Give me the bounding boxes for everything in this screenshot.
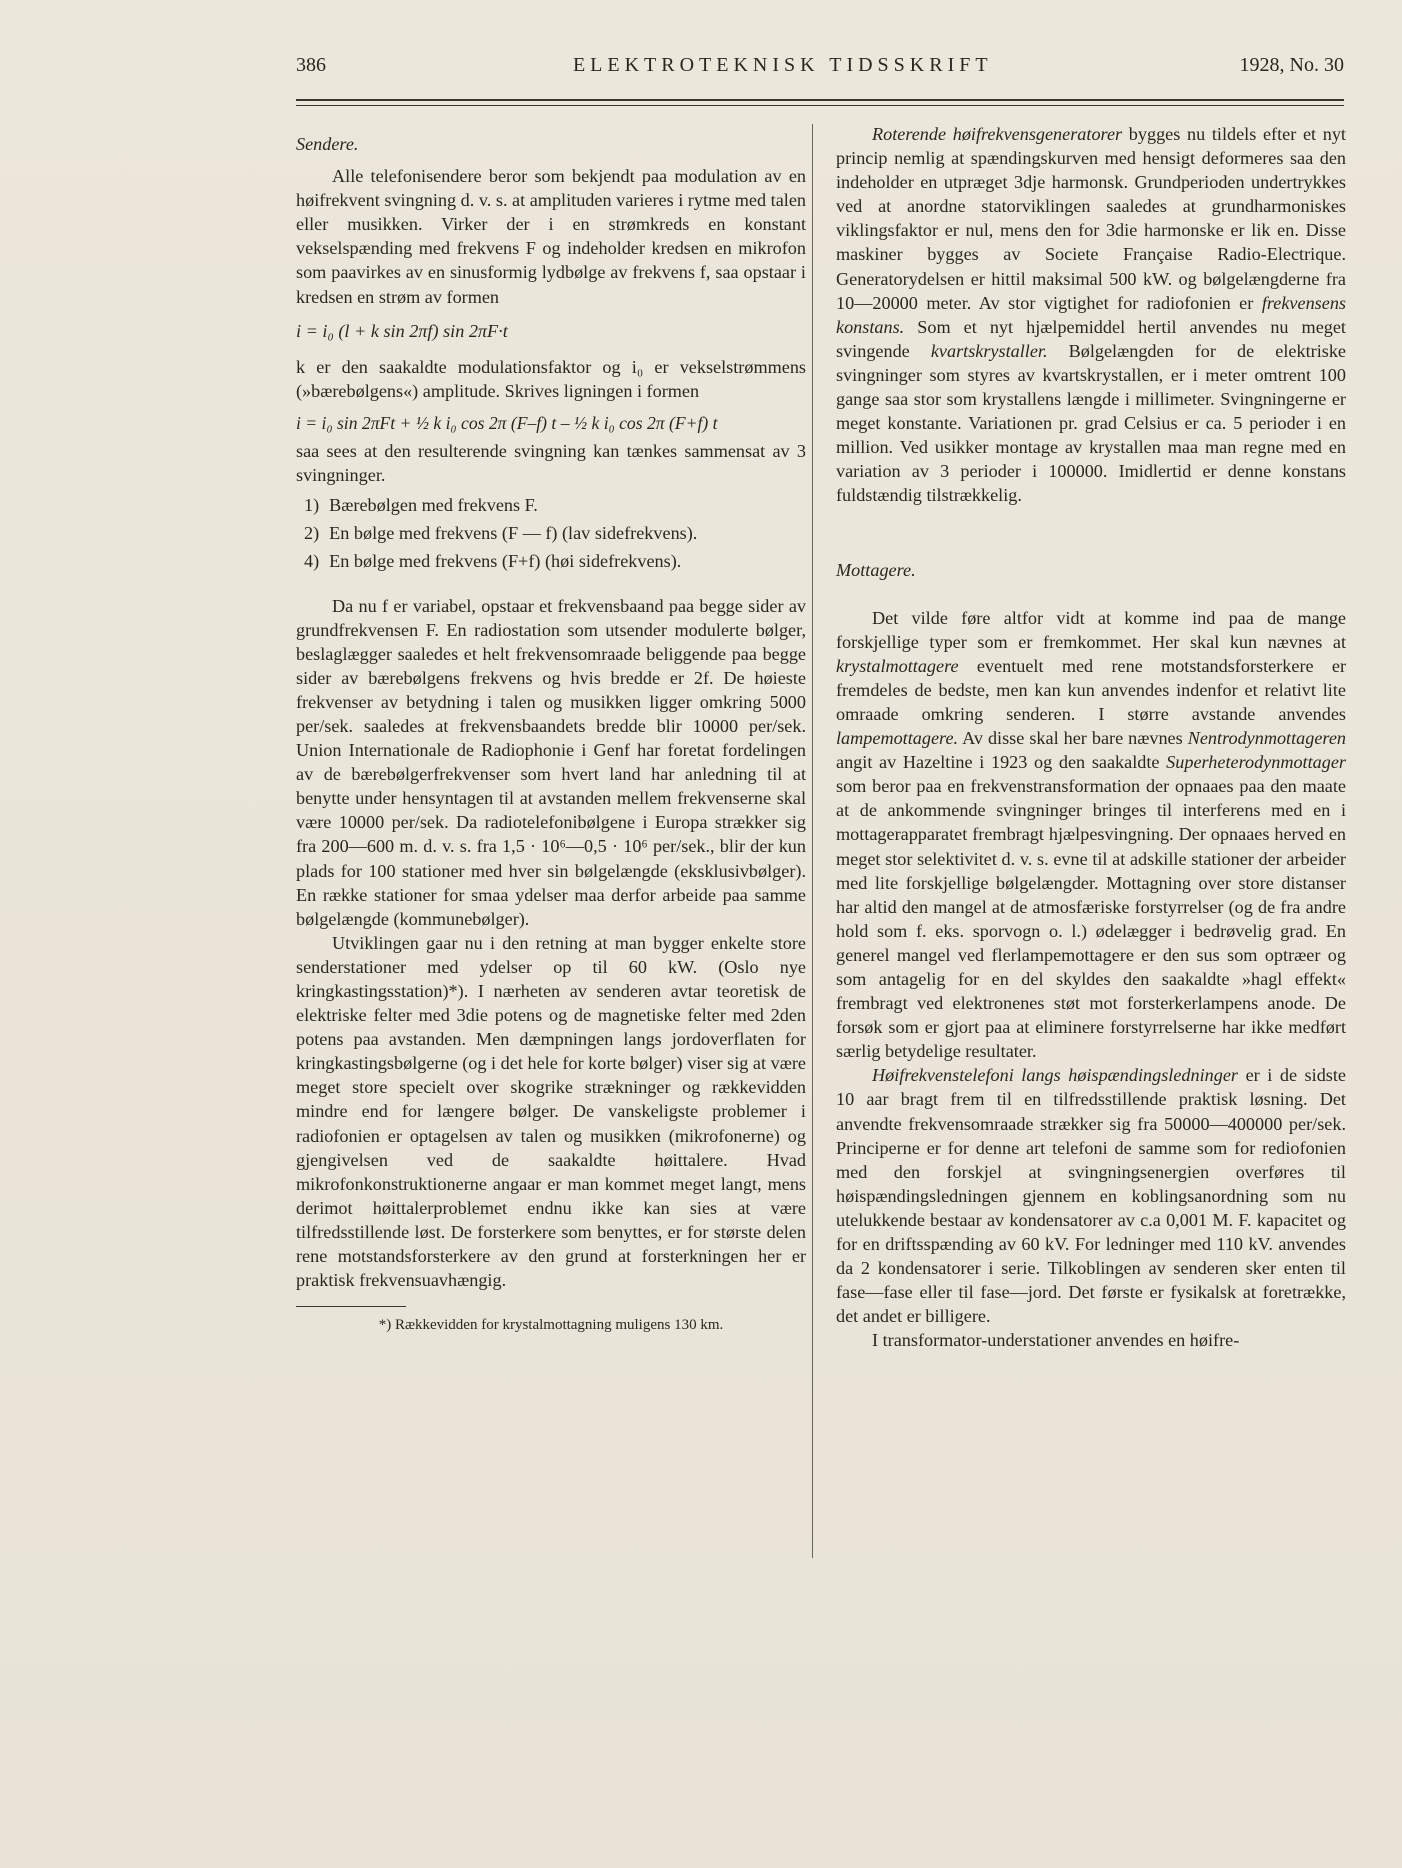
journal-title: ELEKTROTEKNISK TIDSSKRIFT [572,54,993,76]
emphasis: frekvensens konstans. [836,292,1346,337]
list-item [296,549,806,573]
formula: i = i₀ sin 2πFt + ½ k i₀ cos 2π (F–f) t – ½ k i₀ cos 2π (F+f) t [296,412,718,433]
header-rule-thin [296,105,1344,106]
list-number: 2) [304,523,320,544]
paragraph: Roterende høifrekvensgeneratorer bygges nu tildels efter et nyt princip nemlig at spændingskurven med hensigt deformeres saa den indeholder en utpræget 3dje harmonsk. Grundperioden undertrykkes ved at anordne statorviklingen saaledes at grundharmoniskes viklingsfaktor er nul, mens den for 3die harmonske er lik en. Disse maskiner bygges av Societe Française Radio-Electrique. Generatorydelsen er hittil maksimal 500 kW. og bølgelængderne fra 10—20000 meter. Av stor vigtighet for radiofonien er frekvensens konstans. Som et nyt hjælpemiddel hertil anvendes nu meget svingende kvartskrystaller. Bølgelængden for de elektriske svingninger som styres av kvartskrystallen, er i meter omtrent 100 gange saa stor som krystallens længde i millimeter. Svingningerne er meget konstante. Variationen pr. grad Celsius er ca. 5 perioder i en million. Ved usikker montage av krystallen maa man regne med en variation av 3 perioder i 100000. Imidlertid er denne konstans fuldstændig tilstrækkelig. [836,124,1346,506]
formula: i = i₀ (l + k sin 2πf) sin 2πF·t [296,320,508,341]
section-heading-sendere: Sendere. [296,134,359,154]
list-text: Bærebølgen med frekvens F. [329,495,538,516]
paragraph: Da nu f er variabel, opstaar et frekvensbaand paa begge sider av grundfrekvensen F. En radiostation som utsender modulerte bølger, beslaglægger saaledes et helt frekvensomraade beliggende paa begge sider av bærebølgens frekvens og hvis bredde er 2f. De høieste frekvenser av betydning i talen og musikken ligger omkring 5000 per/sek. saaledes at frekvensbaandets bredde blir 10000 per/sek. Union Internationale de Radiophonie i Genf har foretat fordelingen av de bærebølgerfrekvenser som hvert land har anledning til at benytte under hensyntagen til at avstanden mellem frekvenserne skal være 10000 per/sek. Da radiotelefonibølgene i Europa strækker sig fra 200—600 m. d. v. s. fra 1,5 · 10⁶—0,5 · 10⁶ per/sek., blir der kun plads for 100 stationer med hver sin bølgelængde (eksklusivbølger). En række stationer for smaa ydelser maa derfor arbeide paa samme bølgelængde (kommunebølger). [296,595,806,929]
paragraph: Det vilde føre altfor vidt at komme ind paa de mange forskjellige typer som er fremkommet. Her skal kun nævnes at krystalmottagere eventuelt med rene motstandsforsterkere er fremdeles de bedste, men kan kun anvendes indenfor et relativt lite omraade omkring senderen. I større avstande anvendes lampemottagere. Av disse skal her bare nævnes Nentrodynmottageren angit av Hazeltine i 1923 og den saakaldte Superheterodynmottager som beror paa en frekvenstransformation der opnaaes paa den maate at de ankommende svingninger bringes til interferens med en i mottagerapparatet frembragt hjælpesvingning. Der opnaaes herved en meget stor selektivitet d. v. s. evne til at adskille stationer der arbeider med lite forskjellige bølgelængder. Mottagning over store distanser har altid den mangel at de atmosfæriske forstyrrelser (og de fra andre hold som f. eks. sporvogn o. l.) ødelægger i bedrøvelig grad. En generel mangel ved flerlampemottagere er den sus som optræer og som antagelig for en del skyldes den saakaldte »hagl effekt« frembragt ved elektronenes støt mot forsterkerlampens anode. De forsøk som er gjort paa at eliminere forstyrrelserne har ikke medført særlig betydelige resultater. [836,607,1346,1062]
emphasis: Roterende høifrekvensgeneratorer [872,124,1123,144]
paragraph: k er den saakaldte modulationsfaktor og i₀ er vekselstrømmens (»bærebølgens«) amplitude. Skrives ligningen i formen [296,356,806,401]
column-divider [812,124,813,1558]
list-item [296,493,806,517]
emphasis: kvartskrystaller. [930,340,1048,361]
footnote-rule [296,1306,406,1307]
spacer [836,508,1346,548]
header-rule-thick [296,99,1344,101]
emphasis: Høifrekvenstelefoni langs høispændingsledninger [872,1065,1239,1086]
spacer [296,578,806,594]
emphasis: lampemottagere. [836,728,959,749]
spacer [836,590,1346,606]
paragraph: saa sees at den resulterende svingning kan tænkes sammensat av 3 svingninger. [296,441,806,486]
paragraph: Høifrekvenstelefoni langs høispændingsledninger er i de sidste 10 aar bragt frem til en tilfredsstillende praktisk løsning. Det anvendte frekvensomraade strækker sig fra 50000—400000 per/sek. Principerne er for denne art telefoni de samme som for rediofonien med den forskjel at svingningsenergien overføres til høispændingsledningen gjennem en koblingsanordning som nu utelukkende bestaar av kondensatorer av c.a 0,001 M. F. kapacitet og for en driftsspænding av 60 kV. For ledninger med 110 kV. anvendes da 2 kondensatorer i serie. Tilkoblingen av senderen sker enten til fase—fase eller til fase—jord. Det første er fysikalsk at foretrække, det andet er billigere. [836,1065,1346,1327]
component-list [296,493,806,573]
list-number: 1) [304,495,320,516]
list-text: En bølge med frekvens (F — f) (lav sidefrekvens). [329,523,698,544]
section-heading-mottagere: Mottagere. [836,559,916,580]
page-number: 386 [296,54,326,76]
left-column [296,122,806,1337]
emphasis: krystalmottagere [836,655,959,676]
list-text: En bølge med frekvens (F+f) (høi sidefrekvens). [329,551,682,572]
paragraph: I transformator-understationer anvendes en høifre- [872,1330,1240,1351]
emphasis: Nentrodynmottageren [1187,728,1346,749]
paragraph: Utviklingen gaar nu i den retning at man bygger enkelte store senderstationer med ydelser op til 60 kW. (Oslo nye kringkastingsstation)*). I nærheten av senderen avtar teoretisk de elektriske felter med 3die potens og de magnetiske felter med 2den potens paa avstanden. Men dæmpningen langs jordoverflaten for kringkastingsbølgerne (og i det hele for korte bølger) viser sig at være meget store specielt over skogrike strækninger og rækkevidden mindre end for længere bølger. De vanskeligste problemer i radiofonien er optagelsen av talen og musikken (mikrofonerne) og gjengivelsen ved de saakaldte høittalere. Hvad mikrofonkonstruktionerne angaar er man kommet meget langt, mens derimot høittalerproblemet endnu ikke kan sies at være tilfredsstillende løst. De forsterkere som benyttes, er for største delen rene motstandsforsterkere av den grund at forsterkningen her er praktisk frekvensuavhængig. [296,932,806,1291]
footnote: *) Rækkevidden for krystalmottagning muligens 130 km. [378,1317,724,1334]
issue-label: 1928, No. 30 [1239,54,1344,76]
running-header [296,54,1344,82]
emphasis: Superheterodynmottager [1166,752,1346,773]
right-column [836,122,1346,1353]
list-number: 4) [304,551,320,572]
paragraph: Alle telefonisendere beror som bekjendt paa modulation av en høifrekvent svingning d. v. s. at amplituden varieres i rytme med talen eller musikken. Virker der i en strømkreds en konstant vekselspænding med frekvens F og indeholder kredsen en mikrofon som paavirkes av en sinusformig lydbølge av frekvens f, saa opstaar i kredsen en strøm av formen [296,166,806,307]
list-item [296,521,806,545]
